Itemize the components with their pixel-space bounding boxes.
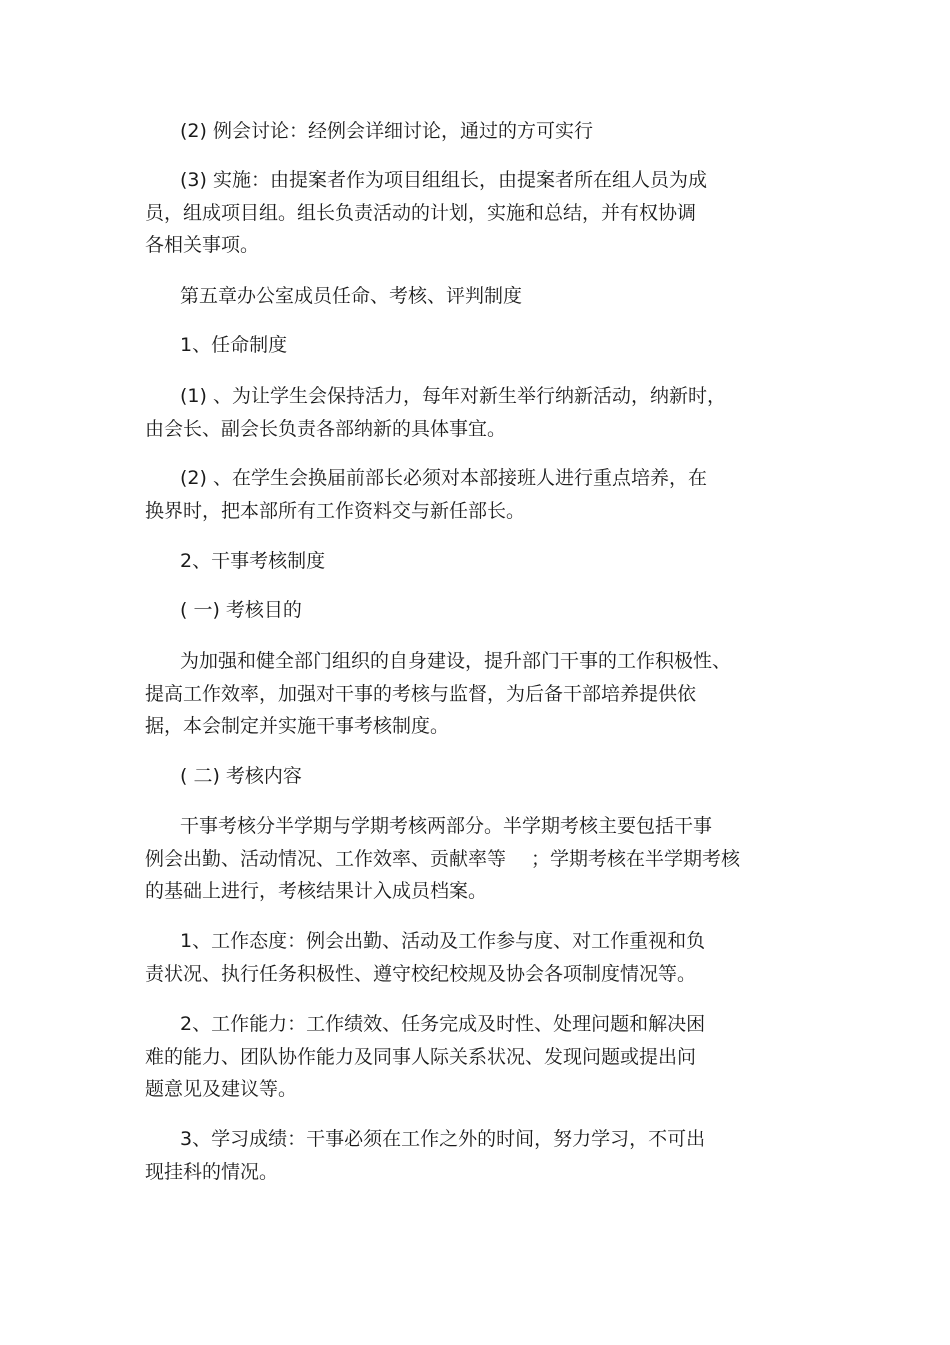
section-heading [145, 329, 805, 362]
text-line: 1、任命制度 [180, 334, 288, 356]
text-line: 1、工作态度：例会出勤、活动及工作参与度、对工作重视和负 [180, 930, 706, 952]
text-line: (2) 例会讨论：经例会详细讨论，通过的方可实行 [180, 120, 593, 142]
text-line: 3、学习成绩：干事必须在工作之外的时间，努力学习，不可出 [180, 1128, 706, 1150]
text-line: 的基础上进行，考核结果计入成员档案。 [145, 880, 488, 902]
paragraph [145, 115, 805, 148]
text-line: (3) 实施：由提案者作为项目组组长，由提案者所在组人员为成 [180, 169, 707, 191]
text-line: 换界时，把本部所有工作资料交与新任部长。 [145, 499, 526, 522]
subsection-heading [145, 760, 805, 793]
paragraph [145, 925, 805, 990]
text-line: 题意见及建议等。 [145, 1078, 298, 1100]
text-line: 现挂科的情况。 [145, 1160, 279, 1183]
text-line: 2、工作能力：工作绩效、任务完成及时性、处理问题和解决困 [180, 1013, 706, 1035]
text-line: 2、干事考核制度 [180, 550, 326, 572]
text-line: (2) 、在学生会换届前部长必须对本部接班人进行重点培养，在 [180, 467, 707, 489]
paragraph [145, 810, 805, 908]
paragraph [145, 645, 805, 743]
chapter-heading [145, 280, 805, 313]
text-line: 干事考核分半学期与学期考核两部分。半学期考核主要包括干事 [180, 815, 713, 837]
paragraph [145, 380, 805, 445]
text-line: ( 一) 考核目的 [180, 599, 302, 621]
paragraph [145, 1123, 805, 1188]
text-line: 责状况、执行任务积极性、遵守校纪校规及协会各项制度情况等。 [145, 962, 697, 985]
text-line: 据，本会制定并实施干事考核制度。 [145, 715, 450, 737]
subsection-heading [145, 594, 805, 627]
text-line: 员，组成项目组。组长负责活动的计划，实施和总结，并有权协调 [145, 201, 697, 224]
text-line: 由会长、副会长负责各部纳新的具体事宜。 [145, 417, 507, 440]
paragraph [145, 1008, 805, 1106]
text-line: (1) 、为让学生会保持活力，每年对新生举行纳新活动，纳新时， [180, 385, 726, 407]
text-line: 各相关事项。 [145, 234, 260, 256]
section-heading [145, 545, 805, 578]
text-line: ( 二) 考核内容 [180, 765, 302, 787]
text-line: 难的能力、团队协作能力及同事人际关系状况、发现问题或提出问 [145, 1045, 697, 1068]
paragraph [145, 462, 805, 527]
text-line: 提高工作效率，加强对干事的考核与监督，为后备干部培养提供依 [145, 682, 697, 705]
text-line: 例会出勤、活动情况、工作效率、贡献率等 ；学期考核在半学期考核 [145, 847, 741, 870]
text-line: 第五章办公室成员任命、考核、评判制度 [180, 285, 523, 307]
paragraph [145, 164, 805, 262]
text-line: 为加强和健全部门组织的自身建设，提升部门干事的工作积极性、 [180, 650, 732, 672]
